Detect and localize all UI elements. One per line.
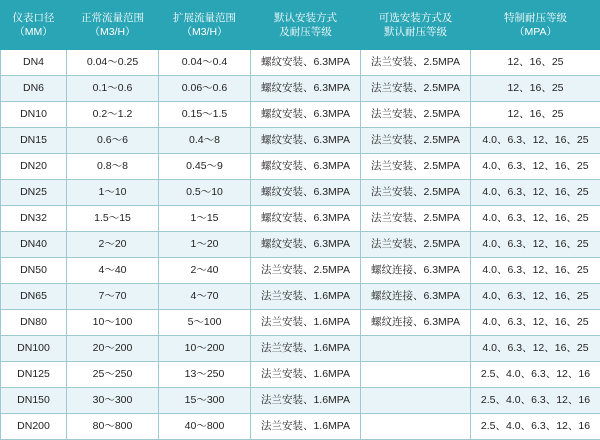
- table-cell: 10～200: [159, 336, 251, 362]
- table-cell: 0.5～10: [159, 180, 251, 206]
- table-cell: 螺纹连接、6.3MPA: [361, 310, 471, 336]
- table-cell: [361, 336, 471, 362]
- table-row: [1, 414, 600, 440]
- table-row: [1, 50, 600, 76]
- table-cell: 12、16、25: [471, 50, 600, 76]
- table-cell: 法兰安装、2.5MPA: [361, 102, 471, 128]
- table-cell: 螺纹安装、6.3MPA: [251, 232, 361, 258]
- table-cell: 螺纹安装、6.3MPA: [251, 154, 361, 180]
- table-cell: 法兰安装、1.6MPA: [251, 362, 361, 388]
- table-cell: 1.5～15: [67, 206, 159, 232]
- table-cell: 0.45～9: [159, 154, 251, 180]
- column-header-5: [471, 1, 600, 50]
- table-row: [1, 232, 600, 258]
- column-header-line: 特制耐压等级: [472, 11, 599, 25]
- cell-diameter: DN50: [1, 258, 67, 284]
- table-cell: 4.0、6.3、12、16、25: [471, 336, 600, 362]
- column-header-line: （MM）: [2, 25, 65, 39]
- table-cell: 螺纹安装、6.3MPA: [251, 50, 361, 76]
- table-cell: 4.0、6.3、12、16、25: [471, 206, 600, 232]
- table-cell: 法兰安装、2.5MPA: [361, 128, 471, 154]
- cell-diameter: DN150: [1, 388, 67, 414]
- table-row: [1, 362, 600, 388]
- table-cell: 2～40: [159, 258, 251, 284]
- table-cell: 法兰安装、2.5MPA: [361, 76, 471, 102]
- table-row: [1, 310, 600, 336]
- table-cell: 12、16、25: [471, 102, 600, 128]
- table-cell: 15～300: [159, 388, 251, 414]
- table-cell: 80～800: [67, 414, 159, 440]
- table-row: [1, 128, 600, 154]
- table-row: [1, 206, 600, 232]
- cell-diameter: DN6: [1, 76, 67, 102]
- table-cell: 5～100: [159, 310, 251, 336]
- column-header-3: [251, 1, 361, 50]
- table-row: [1, 284, 600, 310]
- table-cell: 螺纹安装、6.3MPA: [251, 128, 361, 154]
- table-cell: 法兰安装、1.6MPA: [251, 388, 361, 414]
- table-cell: 0.8～8: [67, 154, 159, 180]
- table-cell: 螺纹连接、6.3MPA: [361, 258, 471, 284]
- column-header-line: （MPA）: [472, 25, 599, 39]
- cell-diameter: DN65: [1, 284, 67, 310]
- table-cell: 法兰安装、2.5MPA: [361, 206, 471, 232]
- table-cell: 法兰安装、1.6MPA: [251, 310, 361, 336]
- table-cell: 0.04～0.25: [67, 50, 159, 76]
- table-row: [1, 76, 600, 102]
- table-cell: 4.0、6.3、12、16、25: [471, 310, 600, 336]
- table-cell: 法兰安装、2.5MPA: [361, 180, 471, 206]
- table-cell: 螺纹连接、6.3MPA: [361, 284, 471, 310]
- table-cell: 4.0、6.3、12、16、25: [471, 154, 600, 180]
- column-header-line: 及耐压等级: [252, 25, 359, 39]
- table-body: [1, 50, 600, 440]
- column-header-line: 默认耐压等级: [362, 25, 469, 39]
- table-cell: 2.5、4.0、6.3、12、16: [471, 388, 600, 414]
- column-header-line: 仪表口径: [2, 11, 65, 25]
- table-cell: 25～250: [67, 362, 159, 388]
- table-row: [1, 388, 600, 414]
- table-cell: 0.1～0.6: [67, 76, 159, 102]
- table-cell: 螺纹安装、6.3MPA: [251, 206, 361, 232]
- table-cell: 法兰安装、2.5MPA: [361, 50, 471, 76]
- table-cell: 2.5、4.0、6.3、12、16: [471, 362, 600, 388]
- table-cell: 0.6～6: [67, 128, 159, 154]
- cell-diameter: DN40: [1, 232, 67, 258]
- table-cell: 螺纹安装、6.3MPA: [251, 102, 361, 128]
- column-header-0: [1, 1, 67, 50]
- table-cell: 7～70: [67, 284, 159, 310]
- table-cell: 4.0、6.3、12、16、25: [471, 232, 600, 258]
- table-cell: 1～10: [67, 180, 159, 206]
- table-cell: 4.0、6.3、12、16、25: [471, 128, 600, 154]
- column-header-2: [159, 1, 251, 50]
- table-cell: 12、16、25: [471, 76, 600, 102]
- table-cell: 4～70: [159, 284, 251, 310]
- table-row: [1, 102, 600, 128]
- cell-diameter: DN25: [1, 180, 67, 206]
- cell-diameter: DN125: [1, 362, 67, 388]
- table-cell: 4～40: [67, 258, 159, 284]
- table-cell: 1～20: [159, 232, 251, 258]
- table-cell: 30～300: [67, 388, 159, 414]
- table-cell: 13～250: [159, 362, 251, 388]
- table-cell: 1～15: [159, 206, 251, 232]
- table-header-row: [1, 1, 600, 50]
- column-header-line: （M3/H）: [160, 25, 249, 39]
- table-cell: [361, 388, 471, 414]
- table-cell: [361, 414, 471, 440]
- table-row: [1, 336, 600, 362]
- table-cell: 法兰安装、2.5MPA: [361, 232, 471, 258]
- table-cell: 4.0、6.3、12、16、25: [471, 180, 600, 206]
- table-cell: 法兰安装、2.5MPA: [361, 154, 471, 180]
- column-header-line: 可选安装方式及: [362, 11, 469, 25]
- table-cell: 2.5、4.0、6.3、12、16: [471, 414, 600, 440]
- column-header-1: [67, 1, 159, 50]
- table-cell: 2～20: [67, 232, 159, 258]
- table-cell: 螺纹安装、6.3MPA: [251, 76, 361, 102]
- table-row: [1, 258, 600, 284]
- column-header-4: [361, 1, 471, 50]
- table-cell: 10～100: [67, 310, 159, 336]
- column-header-line: 正常流量范围: [68, 11, 157, 25]
- table-cell: 0.2～1.2: [67, 102, 159, 128]
- table-cell: 0.06～0.6: [159, 76, 251, 102]
- table-cell: 法兰安装、1.6MPA: [251, 284, 361, 310]
- table-cell: 40～800: [159, 414, 251, 440]
- table-cell: 螺纹安装、6.3MPA: [251, 180, 361, 206]
- table-cell: [361, 362, 471, 388]
- cell-diameter: DN200: [1, 414, 67, 440]
- table-row: [1, 180, 600, 206]
- table-cell: 法兰安装、1.6MPA: [251, 414, 361, 440]
- column-header-line: 默认安装方式: [252, 11, 359, 25]
- cell-diameter: DN15: [1, 128, 67, 154]
- table-cell: 法兰安装、1.6MPA: [251, 336, 361, 362]
- cell-diameter: DN10: [1, 102, 67, 128]
- cell-diameter: DN4: [1, 50, 67, 76]
- table-cell: 法兰安装、2.5MPA: [251, 258, 361, 284]
- cell-diameter: DN100: [1, 336, 67, 362]
- table-cell: 4.0、6.3、12、16、25: [471, 284, 600, 310]
- cell-diameter: DN80: [1, 310, 67, 336]
- table-cell: 0.15～1.5: [159, 102, 251, 128]
- cell-diameter: DN20: [1, 154, 67, 180]
- table-cell: 20～200: [67, 336, 159, 362]
- table-header: [1, 1, 600, 50]
- cell-diameter: DN32: [1, 206, 67, 232]
- table-cell: 4.0、6.3、12、16、25: [471, 258, 600, 284]
- table-cell: 0.4～8: [159, 128, 251, 154]
- table-row: [1, 154, 600, 180]
- table-cell: 0.04～0.4: [159, 50, 251, 76]
- column-header-line: （M3/H）: [68, 25, 157, 39]
- column-header-line: 扩展流量范围: [160, 11, 249, 25]
